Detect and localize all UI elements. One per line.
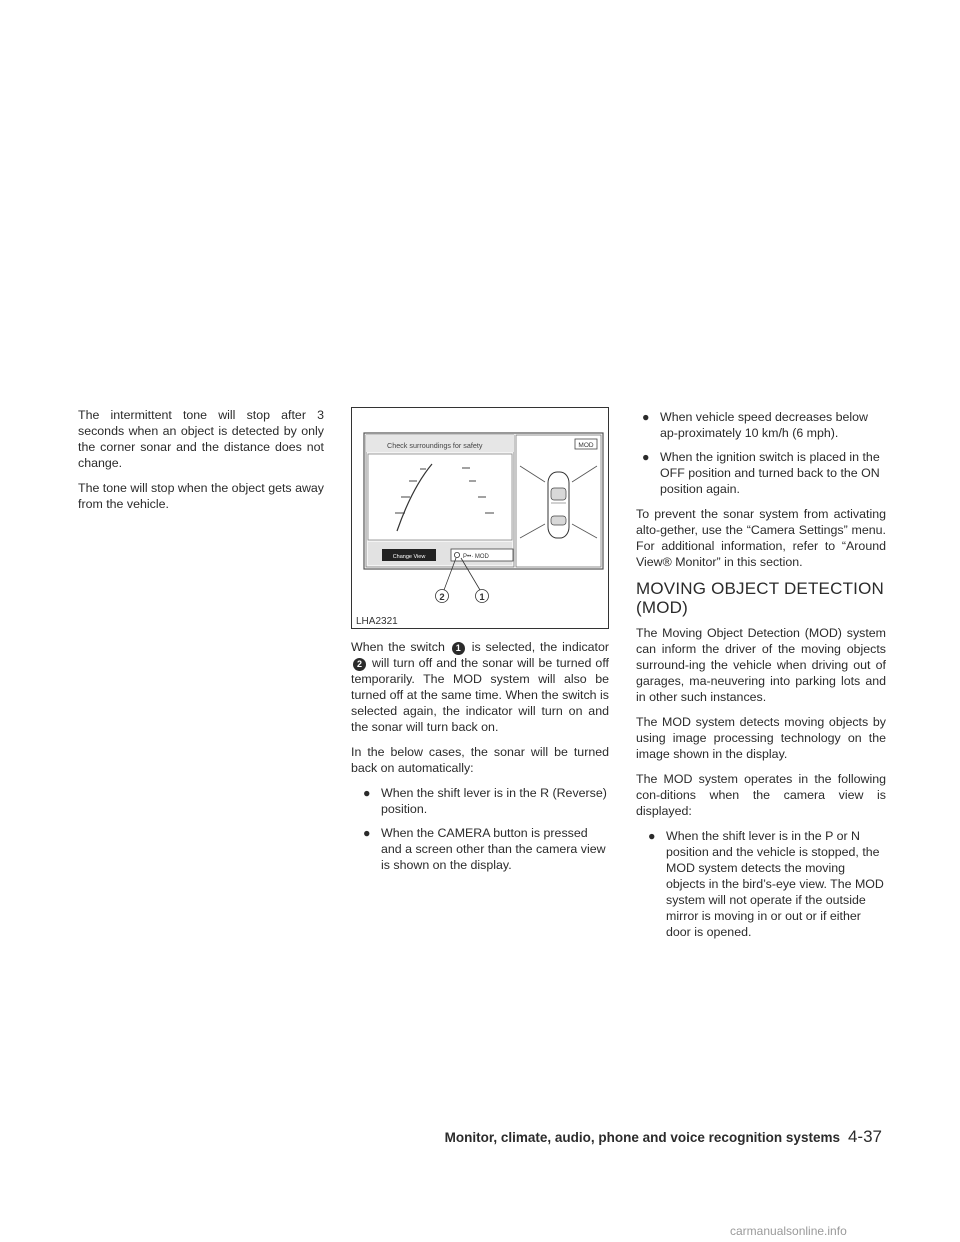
mod-conditions-list (636, 828, 886, 940)
list-item: ● When the ignition switch is placed in the OFF position and turned back to the ON position again. (642, 450, 880, 496)
list-item: ● When the CAMERA button is pressed and a screen other than the camera view is shown on the display. (363, 826, 606, 872)
bullet-icon: ● (363, 786, 371, 800)
paragraph-mod-conditions: The MOD system operates in the following con-ditions when the camera view is displayed: (636, 772, 886, 818)
sonar-cases-list (351, 785, 609, 873)
switch-text-b: is selected, the indicator (471, 640, 610, 654)
bullet-icon: ● (363, 826, 371, 840)
footer-section-title: Monitor, climate, audio, phone and voice recognition systems (444, 1130, 840, 1145)
callout-badge-1: 1 (452, 642, 465, 655)
mod-display-illustration (351, 407, 609, 629)
car-outline (548, 472, 569, 538)
watermark: carmanualsonline.info (730, 1224, 847, 1238)
paragraph-mod-detect: The MOD system detects moving objects by using image processing technology on the image shown in the display. (636, 715, 886, 761)
list-item: ● When vehicle speed decreases below ap-proximately 10 km/h (6 mph). (642, 410, 869, 440)
callout-2: 2 (439, 592, 445, 603)
section-heading-mod: MOVING OBJECT DETECTION (MOD) (636, 579, 884, 617)
page-footer (445, 1127, 882, 1147)
column-right (636, 409, 886, 949)
mod-badge-text: MOD (578, 442, 594, 449)
column-middle (351, 407, 609, 882)
bullet-icon: ● (642, 450, 650, 464)
bullet-icon: ● (642, 410, 650, 424)
paragraph-tone-stop: The intermittent tone will stop after 3 seconds when an object is detected by only the corner sonar and the distance does not change. (78, 408, 324, 470)
figure-code: LHA2321 (356, 616, 398, 627)
list-item: ● When the shift lever is in the R (Reverse) position. (363, 786, 607, 816)
page-number: 4-37 (847, 1127, 882, 1146)
change-view-text: Change View (392, 554, 426, 560)
mod-indicator-text: P••· MOD (463, 554, 489, 560)
callout-1: 1 (479, 592, 485, 603)
paragraph-cases-intro: In the below cases, the sonar will be turned back on automatically: (351, 745, 609, 775)
paragraph-tone-away: The tone will stop when the object gets away from the vehicle. (78, 481, 324, 511)
switch-text-a: When the switch (351, 640, 445, 654)
check-surroundings-text: Check surroundings for safety (387, 441, 483, 450)
paragraph-switch (351, 639, 609, 735)
paragraph-mod-intro: The Moving Object Detection (MOD) system can inform the driver of the moving objects surround-ing the vehicle when driving out of garages, ma-neuvering into parking lots and in other such instances. (636, 626, 886, 704)
camera-image-box (368, 454, 512, 540)
sonar-cases-list-continued (636, 409, 886, 497)
column-left (78, 407, 324, 521)
mod-screen-drawing (352, 408, 608, 628)
list-item: ● When the shift lever is in the P or N position and the vehicle is stopped, the MOD system detects the moving objects in the bird’s-eye view. The MOD system will not operate if the outside mirror is moving in or out or if either door is opened. (648, 829, 884, 939)
paragraph-prevent-sonar: To prevent the sonar system from activating alto-gether, use the “Camera Settings” menu. For additional information, refer to “Around View® Monitor” in this section. (636, 507, 886, 569)
callout-badge-2: 2 (353, 658, 366, 671)
switch-text-c: will turn off and the sonar will be turned off temporarily. The MOD system will also be turned off at the same time. When the switch is selected again, the indicator will turn on and the sonar will turn back on. (351, 656, 609, 734)
bullet-icon: ● (648, 829, 656, 843)
